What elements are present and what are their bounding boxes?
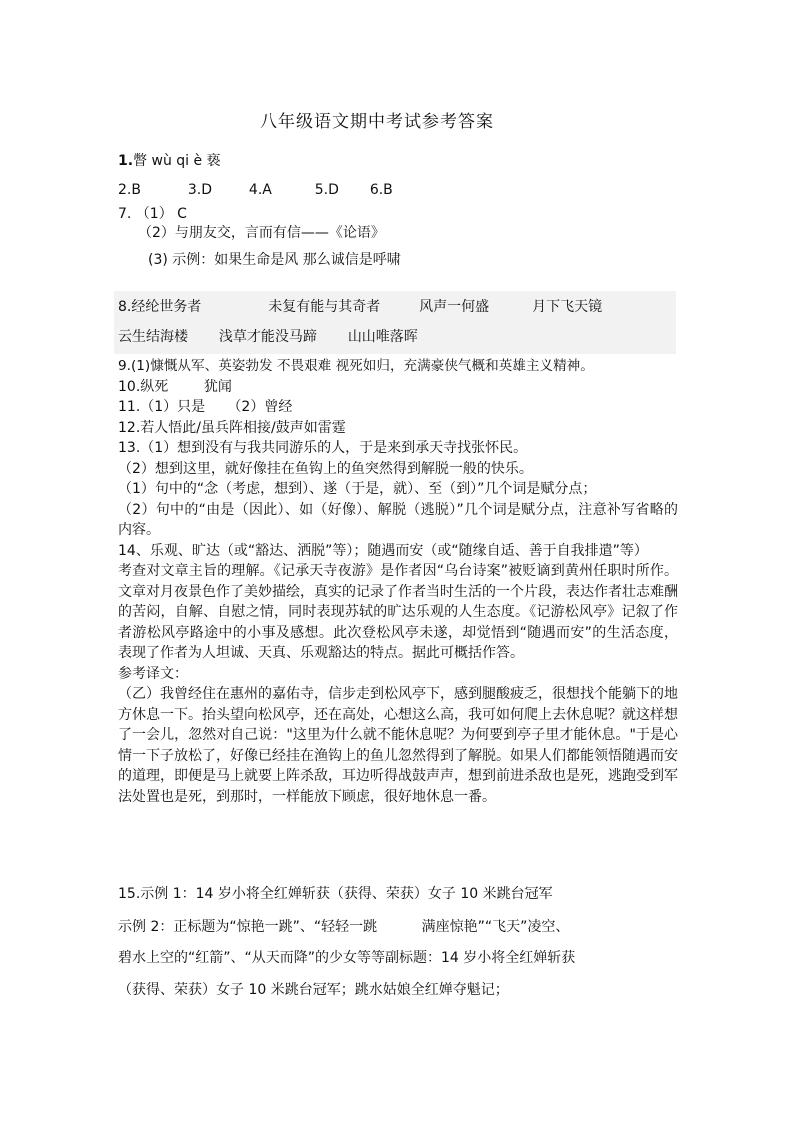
answer-q13-2: （2）想到这里，就好像挂在鱼钩上的鱼突然得到解脱一般的快乐。: [118, 460, 533, 477]
q8-item: 山山唯落晖: [347, 329, 418, 345]
answer-q7-3: (3) 示例：如果生命是风 那么诚信是呼啸: [148, 252, 401, 268]
q8-item: 8.经纶世务者: [118, 299, 202, 315]
answer-q9: 9.(1)慷慨从军、英姿勃发 不畏艰难 视死如归，充满豪侠气概和英雄主义精神。: [118, 358, 594, 374]
answer-q13-note2: （2）句中的“由是（因此）、如（好像）、解脱（逃脱）”几个词是赋分点，注意补写省略的内容。: [118, 501, 678, 538]
answer-q5: 5.D: [314, 182, 339, 198]
answer-q15-line1: 15.示例 1：14 岁小将全红婵斩获（获得、荣获）女子 10 米跳台冠军: [118, 886, 553, 902]
q1-label: 1.: [118, 153, 134, 169]
answer-q7-1: 7. （1） C: [118, 206, 187, 222]
q8-item: 未复有能与其奇者: [268, 299, 381, 315]
answer-q11: 11.（1）只是 （2）曾经: [118, 399, 293, 415]
q8-item: 月下飞天镜: [532, 299, 603, 315]
q1-text: 瞥 wù qi è 亵: [133, 153, 221, 169]
answer-q15-line3: 碧水上空的“红箭”、“从天而降”的少女等等副标题：14 岁小将全红婵斩获: [118, 950, 576, 966]
translation-text: （乙）我曾经住在惠州的嘉佑寺，信步走到松风亭下，感到腿酸疲乏，很想找个能躺下的地方休息一下。抬头望向松风亭，还在高处，心想这么高，我可如何爬上去休息呢？就这样想了一会儿，忽然对自己说："这里为什么就不能休息呢？为何要到亭子里才能休息。"于是心情一下子放松了，好像已经挂在渔钩上的鱼儿忽然得到了解脱。如果人们都能领悟随遇而安的道理，即便是马上就要上阵杀敌，耳边听得战鼓声声，想到前进杀敌也是死，逃跑受到军法处置也是死，到那时，一样能放下顾虑，很好地休息一番。: [118, 686, 678, 805]
answer-q8-row1: [118, 296, 602, 316]
answer-q1: [118, 150, 221, 170]
answer-q8-row2: [118, 326, 418, 346]
q8-item: 云生结海楼: [118, 329, 188, 345]
answer-q4: 4.A: [248, 182, 272, 198]
answers-body: [118, 356, 678, 807]
answer-q14-analysis: 考查对文章主旨的理解。《记承天寺夜游》是作者因“乌台诗案”被贬谪到黄州任职时所作。文章对月夜景色作了美妙描绘，真实的记录了作者当时生活的一个片段，表达作者壮志难酬的苦闷，自解、自慰之情，同时表现苏轼的旷达乐观的人生态度。《记游松风亭》记叙了作者游松风亭路途中的小事及感想。此次登松风亭未遂，却觉悟到“随遇而安”的生活态度，表现了作者为人坦诚、天真、乐观豁达的特点。据此可概括作答。: [118, 563, 678, 661]
document-title: 八年级语文期中考试参考答案: [260, 112, 494, 132]
answer-q10: 10.纵死 犹闻: [118, 378, 232, 395]
answer-q6: 6.B: [369, 182, 393, 198]
answer-q14: 14、乐观、旷达（或“豁达、洒脱”等）；随遇而安（或“随缘自适、善于自我排遣”等）: [118, 542, 648, 559]
answer-q13-1: 13.（1）想到没有与我共同游乐的人，于是来到承天寺找张怀民。: [118, 440, 528, 456]
answer-q15-line2: 示例 2：正标题为“惊艳一跳”、“轻轻一跳 满座惊艳”“飞天”凌空、: [118, 919, 570, 935]
answer-q7-2: （2）与朋友交，言而有信——《论语》: [138, 225, 385, 241]
translation-heading: 参考译文：: [118, 665, 188, 682]
q8-item: 风声一何盛: [419, 299, 490, 315]
answer-q2-6: [118, 182, 393, 198]
q8-item: 浅草才能没马蹄: [218, 329, 317, 345]
answer-q15-line4: （获得、荣获）女子 10 米跳台冠军；跳水姑娘全红婵夺魁记；: [118, 982, 509, 998]
answer-q2: 2.B: [118, 182, 141, 198]
answer-q13-note1: （1）句中的“念（考虑，想到）、遂（于是，就）、至（到）”几个词是赋分点；: [118, 481, 597, 497]
answer-q3: 3.D: [187, 182, 213, 198]
answer-q12: 12.若人悟此/虽兵阵相接/鼓声如雷霆: [118, 419, 346, 436]
